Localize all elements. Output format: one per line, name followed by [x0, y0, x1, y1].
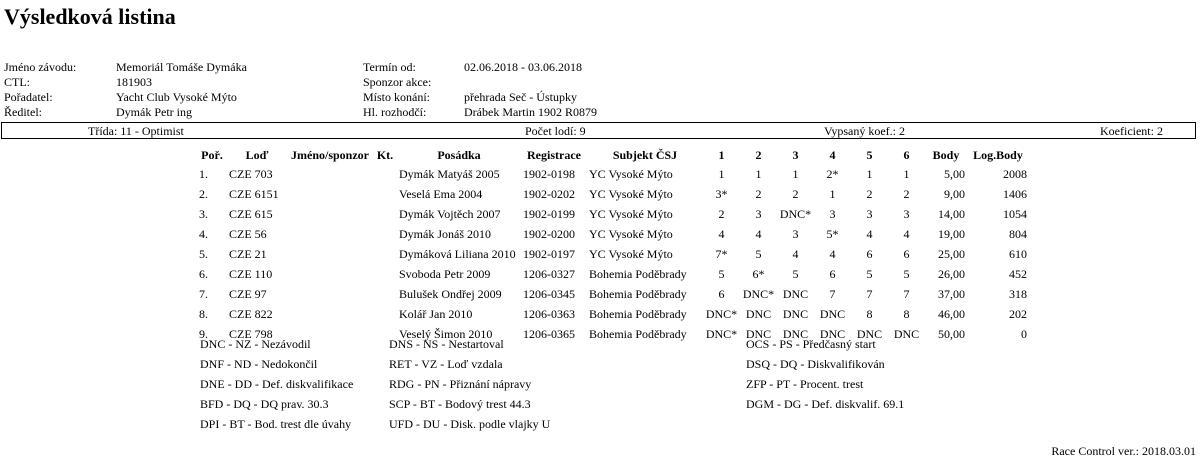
race-result-cell: 1 — [792, 166, 799, 181]
results-header-row — [193, 146, 1033, 164]
legend-item: DPI - BT - Bod. trest dle úvahy — [200, 417, 352, 431]
log-points-cell: 318 — [1009, 286, 1027, 301]
race-result-cell: DNC* — [705, 326, 738, 341]
crew-cell: Veselá Ema 2004 — [399, 186, 483, 201]
race-result-cell: 7 — [903, 286, 910, 301]
race-result-cell: 5 — [903, 266, 910, 281]
race-result-cell: 6 — [866, 246, 873, 261]
race-info-right — [363, 60, 723, 120]
registration-cell: 1902-0198 — [523, 166, 575, 181]
race-result-cell: 2 — [866, 186, 873, 201]
race-result-cell: DNC* — [705, 306, 738, 321]
points-cell: 5,00 — [944, 166, 965, 181]
info-value: Dymák Petr ing — [116, 105, 192, 119]
race-result-cell: DNC* — [742, 286, 775, 301]
info-row — [363, 105, 723, 120]
race-result-cell: 5 — [866, 266, 873, 281]
boat-cell: CZE 615 — [229, 206, 273, 221]
race-result-cell: DNC — [893, 326, 920, 341]
race-result-cell: 8 — [903, 306, 910, 321]
name-cell — [287, 164, 373, 184]
race-result-cell: 2* — [826, 166, 839, 181]
boat-cell: CZE 822 — [229, 306, 273, 321]
race-result-cell: 5 — [718, 266, 725, 281]
declared-coefficient: Vypsaný koef.: 2 — [824, 124, 905, 138]
legend-item: DSQ - DQ - Diskvalifikován — [746, 357, 885, 371]
race-result-cell: DNC — [819, 326, 846, 341]
legend-item: RET - VZ - Loď vzdala — [389, 357, 503, 371]
registration-cell: 1902-0197 — [523, 246, 575, 261]
points-cell: 46,00 — [938, 306, 965, 321]
legend-item: BFD - DQ - DQ prav. 30.3 — [200, 397, 329, 411]
race-result-cell: 3* — [715, 186, 728, 201]
page-title: Výsledková listina — [4, 4, 176, 29]
points-cell: 26,00 — [938, 266, 965, 281]
table-row — [193, 164, 1033, 184]
race-result-cell: 6 — [718, 286, 725, 301]
race-result-cell: 7* — [715, 246, 728, 261]
race-result-cell: 2 — [903, 186, 910, 201]
kt-cell — [373, 184, 397, 204]
table-row — [193, 224, 1033, 244]
race-result-cell: 1 — [755, 166, 762, 181]
race-result-cell: DNC — [745, 326, 772, 341]
info-value: Drábek Martin 1902 R0879 — [464, 105, 597, 119]
info-row — [363, 90, 723, 105]
log-points-cell: 1054 — [1003, 206, 1027, 221]
legend-item: DNS - NS - Nestartoval — [389, 337, 504, 351]
crew-cell: Svoboda Petr 2009 — [399, 266, 491, 281]
race-result-cell: 7 — [866, 286, 873, 301]
rank-cell: 8. — [199, 306, 208, 321]
race-result-cell: 7 — [829, 286, 836, 301]
club-cell: Bohemia Poděbrady — [589, 326, 687, 341]
column-header: 5 — [866, 147, 873, 162]
race-result-cell: 2 — [755, 186, 762, 201]
race-result-cell: 5 — [755, 246, 762, 261]
rank-cell: 6. — [199, 266, 208, 281]
name-cell — [287, 204, 373, 224]
name-cell — [287, 304, 373, 324]
footer-version: Race Control ver.: 2018.03.01 — [1051, 444, 1196, 458]
table-row — [193, 284, 1033, 304]
race-result-cell: 1 — [903, 166, 910, 181]
legend-column-2 — [389, 334, 550, 434]
boat-cell: CZE 798 — [229, 326, 273, 341]
legend-item: UFD - DU - Disk. podle vlajky U — [389, 417, 551, 431]
class-summary-bar — [1, 122, 1196, 139]
race-result-cell: 2 — [718, 206, 725, 221]
table-row — [193, 204, 1033, 224]
boat-cell: CZE 6151 — [229, 186, 279, 201]
registration-cell: 1902-0199 — [523, 206, 575, 221]
table-row — [193, 244, 1033, 264]
rank-cell: 4. — [199, 226, 208, 241]
column-header: Jméno/sponzor — [291, 147, 369, 162]
legend-item: RDG - PN - Přiznání nápravy — [389, 377, 532, 391]
race-result-cell: DNC — [782, 286, 809, 301]
club-cell: YC Vysoké Mýto — [589, 186, 673, 201]
info-row — [363, 75, 723, 90]
column-header: Posádka — [437, 147, 481, 162]
points-cell: 37,00 — [938, 286, 965, 301]
info-value: Memoriál Tomáše Dymáka — [116, 60, 247, 74]
crew-cell: Dymák Matyáš 2005 — [399, 166, 500, 181]
log-points-cell: 0 — [1021, 326, 1027, 341]
race-result-cell: DNC — [819, 306, 846, 321]
info-row — [4, 75, 334, 90]
race-result-cell: 4 — [829, 246, 836, 261]
legend-item: DNE - DD - Def. diskvalifikace — [200, 377, 354, 391]
points-cell: 14,00 — [938, 206, 965, 221]
name-cell — [287, 284, 373, 304]
info-label: Pořadatel: — [4, 90, 53, 104]
log-points-cell: 804 — [1009, 226, 1027, 241]
name-cell — [287, 244, 373, 264]
race-result-cell: 3 — [755, 206, 762, 221]
crew-cell: Bulušek Ondřej 2009 — [399, 286, 502, 301]
points-cell: 9,00 — [944, 186, 965, 201]
registration-cell: 1902-0202 — [523, 186, 575, 201]
info-label: CTL: — [4, 75, 30, 89]
race-result-cell: 6 — [903, 246, 910, 261]
log-points-cell: 1406 — [1003, 186, 1027, 201]
info-value: přehrada Seč - Ústupky — [464, 90, 577, 104]
column-header: 4 — [829, 147, 836, 162]
race-result-cell: DNC — [782, 326, 809, 341]
race-result-cell: 1 — [718, 166, 725, 181]
rank-cell: 9. — [199, 326, 208, 341]
race-result-cell: DNC — [856, 326, 883, 341]
registration-cell: 1902-0200 — [523, 226, 575, 241]
info-label: Ředitel: — [4, 105, 42, 119]
kt-cell — [373, 244, 397, 264]
race-result-cell: 2 — [792, 186, 799, 201]
crew-cell: Dymáková Liliana 2010 — [399, 246, 516, 261]
table-row — [193, 304, 1033, 324]
boat-cell: CZE 703 — [229, 166, 273, 181]
legend-column-3 — [746, 334, 904, 414]
info-value: 181903 — [116, 75, 152, 89]
crew-cell: Dymák Vojtěch 2007 — [399, 206, 501, 221]
club-cell: Bohemia Poděbrady — [589, 286, 687, 301]
table-row — [193, 264, 1033, 284]
boat-cell: CZE 110 — [229, 266, 273, 281]
registration-cell: 1206-0365 — [523, 326, 575, 341]
boat-cell: CZE 56 — [229, 226, 267, 241]
points-cell: 50,00 — [938, 326, 965, 341]
kt-cell — [373, 304, 397, 324]
race-result-cell: 3 — [866, 206, 873, 221]
race-result-cell: 3 — [903, 206, 910, 221]
rank-cell: 1. — [199, 166, 208, 181]
legend-item: SCP - BT - Bodový trest 44.3 — [389, 397, 531, 411]
club-cell: YC Vysoké Mýto — [589, 226, 673, 241]
rank-cell: 7. — [199, 286, 208, 301]
results-table — [193, 146, 1033, 344]
legend-column-1 — [200, 334, 353, 434]
legend-item: DGM - DG - Def. diskvalif. 69.1 — [746, 397, 905, 411]
info-label: Jméno závodu: — [4, 60, 77, 74]
registration-cell: 1206-0363 — [523, 306, 575, 321]
race-result-cell: 6 — [829, 266, 836, 281]
race-info-left — [4, 60, 334, 120]
race-result-cell: 4 — [792, 246, 799, 261]
club-cell: YC Vysoké Mýto — [589, 246, 673, 261]
results-body — [193, 164, 1033, 344]
club-cell: Bohemia Poděbrady — [589, 266, 687, 281]
column-header: Registrace — [527, 147, 581, 162]
crew-cell: Kolář Jan 2010 — [399, 306, 473, 321]
info-value: Yacht Club Vysoké Mýto — [116, 90, 237, 104]
kt-cell — [373, 264, 397, 284]
column-header: Loď — [245, 147, 269, 162]
race-result-cell: 3 — [792, 226, 799, 241]
rank-cell: 2. — [199, 186, 208, 201]
race-result-cell: 3 — [829, 206, 836, 221]
boat-cell: CZE 21 — [229, 246, 267, 261]
rank-cell: 5. — [199, 246, 208, 261]
race-result-cell: DNC* — [779, 206, 812, 221]
race-result-cell: DNC — [745, 306, 772, 321]
info-value: 02.06.2018 - 03.06.2018 — [464, 60, 582, 74]
column-header: Kt. — [376, 147, 394, 162]
race-result-cell: 1 — [829, 186, 836, 201]
column-header: 1 — [718, 147, 725, 162]
race-result-cell: DNC — [782, 306, 809, 321]
boat-count: Počet lodí: 9 — [525, 124, 586, 138]
name-cell — [287, 224, 373, 244]
registration-cell: 1206-0327 — [523, 266, 575, 281]
legend-item: ZFP - PT - Procent. trest — [746, 377, 864, 391]
points-cell: 19,00 — [938, 226, 965, 241]
crew-cell: Veselý Šimon 2010 — [399, 326, 493, 341]
legend-item: OCS - PS - Předčasný start — [746, 337, 876, 351]
column-header: Poř. — [201, 147, 223, 162]
race-result-cell: 4 — [903, 226, 910, 241]
column-header: Subjekt ČSJ — [612, 147, 678, 162]
column-header: 2 — [755, 147, 762, 162]
table-row — [193, 184, 1033, 204]
info-label: Místo konání: — [363, 90, 431, 104]
club-cell: YC Vysoké Mýto — [589, 206, 673, 221]
log-points-cell: 202 — [1009, 306, 1027, 321]
points-cell: 25,00 — [938, 246, 965, 261]
race-result-cell: 8 — [866, 306, 873, 321]
info-row — [363, 60, 723, 75]
race-result-cell: 5* — [826, 226, 839, 241]
column-header: Log.Body — [973, 147, 1023, 162]
rank-cell: 3. — [199, 206, 208, 221]
boat-cell: CZE 97 — [229, 286, 267, 301]
coefficient: Koeficient: 2 — [1100, 124, 1163, 138]
log-points-cell: 610 — [1009, 246, 1027, 261]
class-label: Třída: 11 - Optimist — [88, 124, 184, 138]
info-row — [4, 60, 334, 75]
club-cell: Bohemia Poděbrady — [589, 306, 687, 321]
legend-item: DNF - ND - Nedokončil — [200, 357, 318, 371]
info-label: Termín od: — [363, 60, 416, 74]
kt-cell — [373, 284, 397, 304]
info-label: Sponzor akce: — [363, 75, 432, 89]
race-result-cell: 1 — [866, 166, 873, 181]
name-cell — [287, 264, 373, 284]
race-result-cell: 4 — [718, 226, 725, 241]
info-row — [4, 105, 334, 120]
column-header: Body — [932, 147, 960, 162]
kt-cell — [373, 224, 397, 244]
info-label: Hl. rozhodčí: — [363, 105, 427, 119]
info-row — [4, 90, 334, 105]
kt-cell — [373, 204, 397, 224]
race-result-cell: 4 — [866, 226, 873, 241]
race-result-cell: 4 — [755, 226, 762, 241]
legend-item: DNC - NZ - Nezávodil — [200, 337, 311, 351]
crew-cell: Dymák Jonáš 2010 — [399, 226, 491, 241]
name-cell — [287, 184, 373, 204]
race-result-cell: 6* — [752, 266, 765, 281]
race-result-cell: 5 — [792, 266, 799, 281]
log-points-cell: 452 — [1009, 266, 1027, 281]
kt-cell — [373, 164, 397, 184]
registration-cell: 1206-0345 — [523, 286, 575, 301]
column-header: 3 — [792, 147, 799, 162]
log-points-cell: 2008 — [1003, 166, 1027, 181]
column-header: 6 — [903, 147, 910, 162]
club-cell: YC Vysoké Mýto — [589, 166, 673, 181]
